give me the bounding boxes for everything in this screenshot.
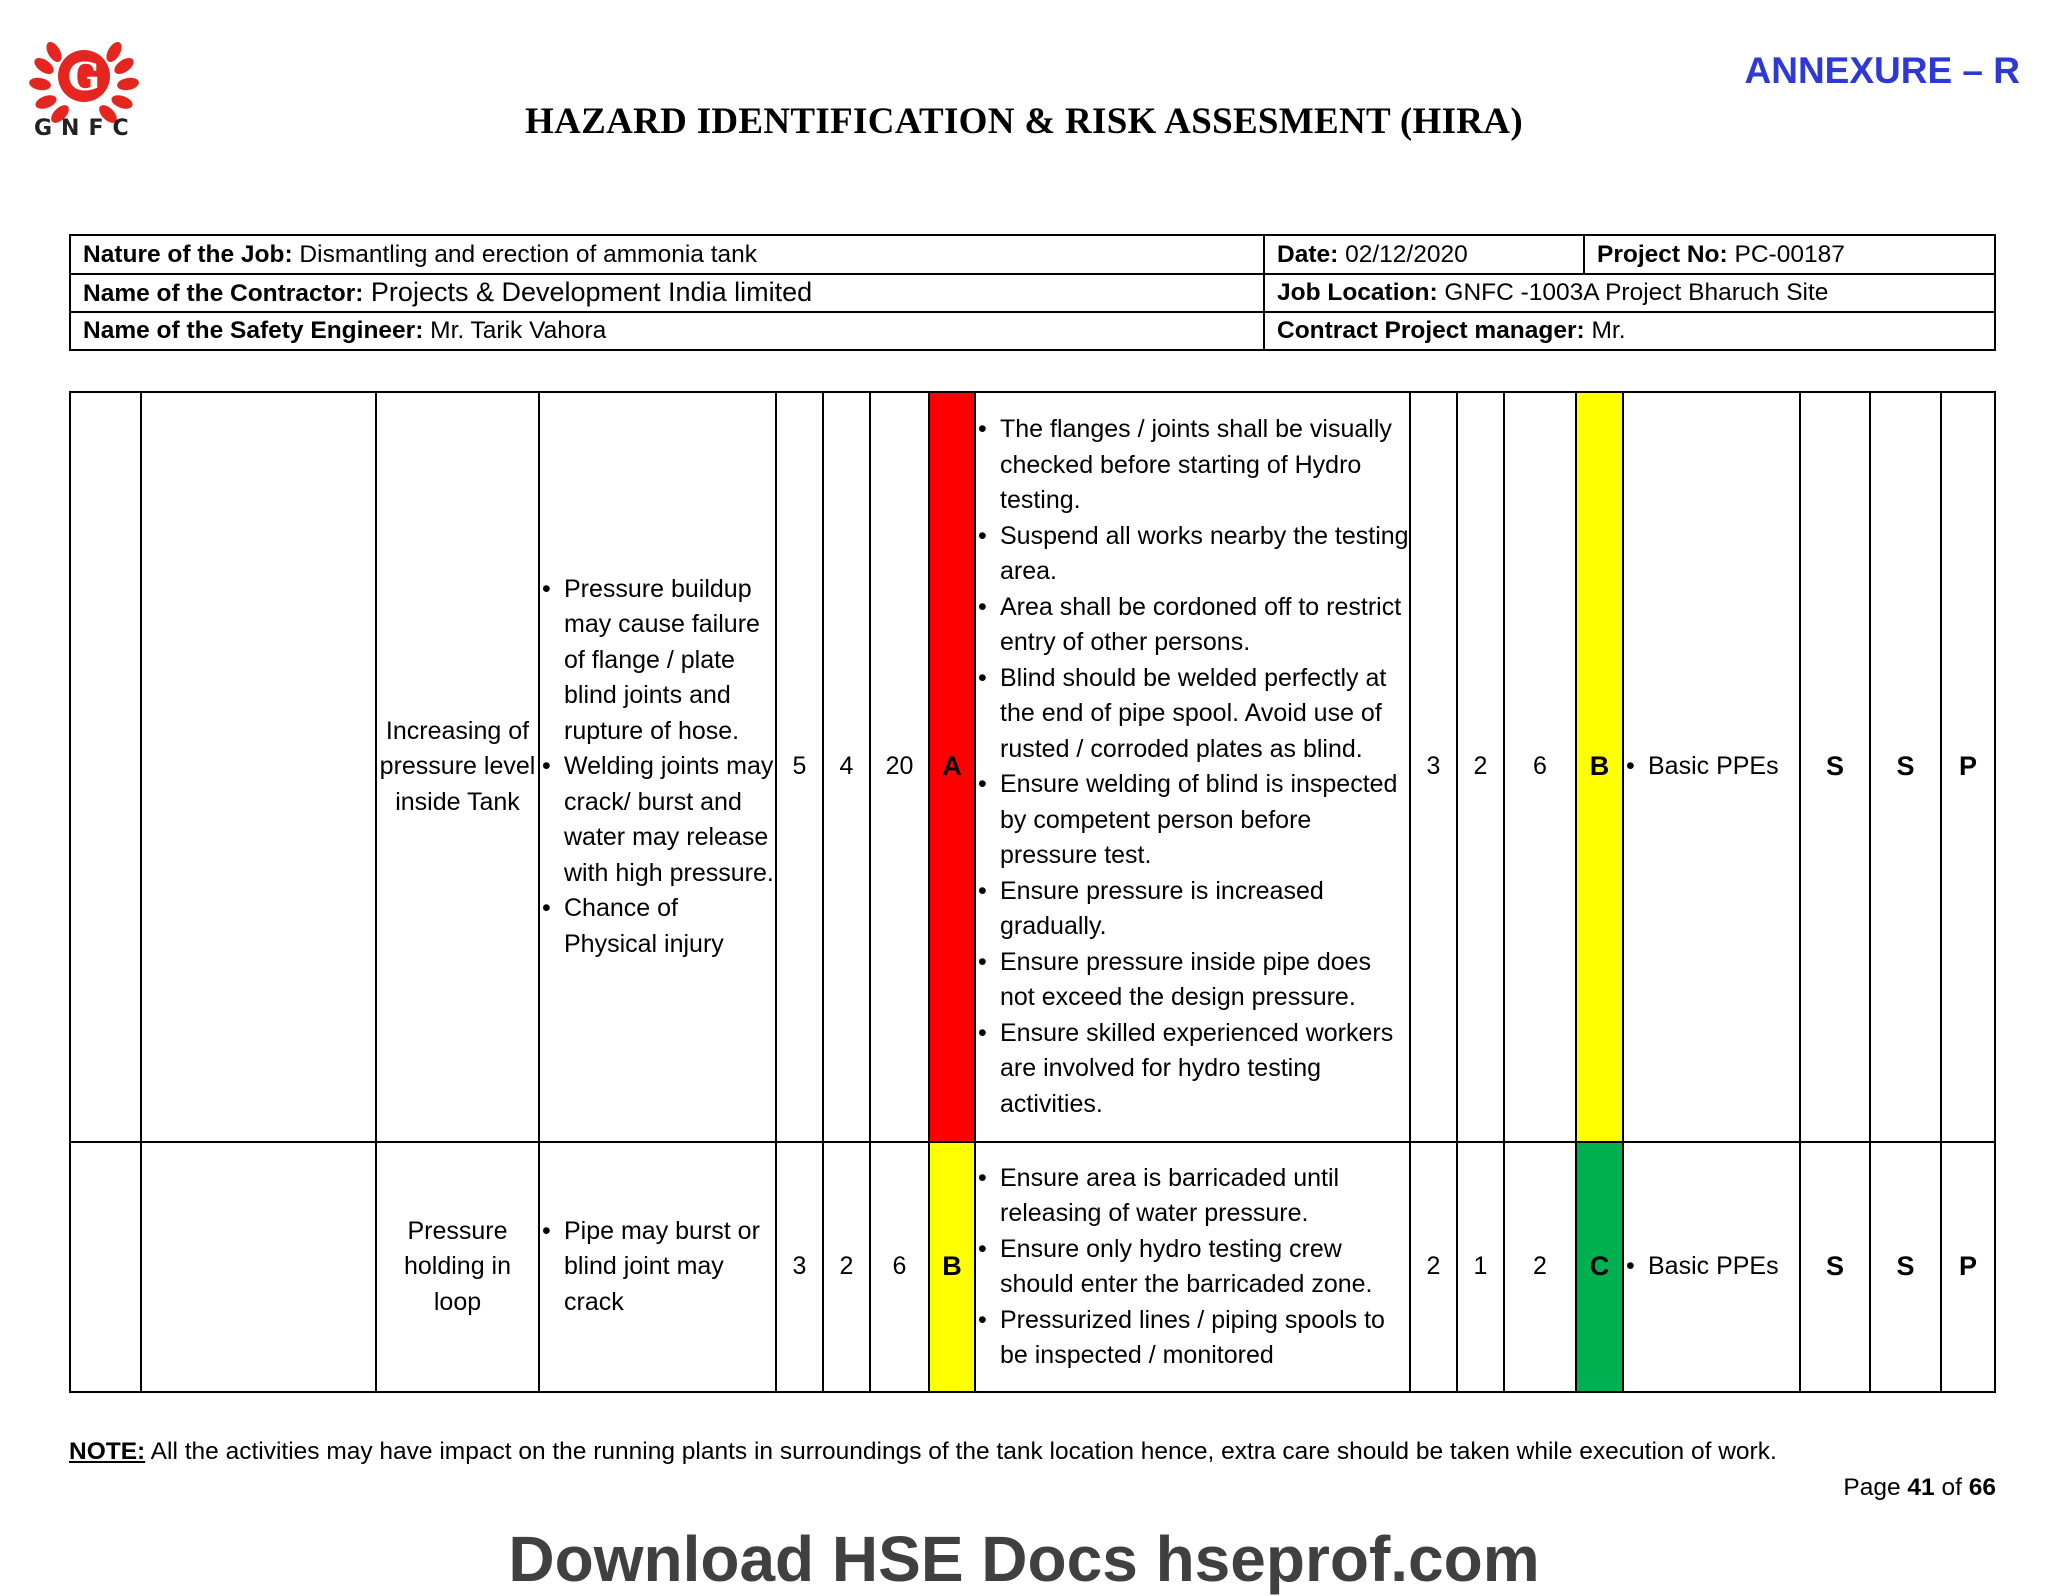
watermark: Download HSE Docs hseprof.com	[508, 1523, 1540, 1595]
initial-severity: 4	[823, 392, 870, 1142]
responsibility-cell: S	[1870, 392, 1941, 1142]
residual-severity: 1	[1457, 1142, 1504, 1392]
list-item: • Ensure area is barricaded until releasing of water pressure.	[976, 1161, 1409, 1232]
project-number: Project No: PC-00187	[1584, 235, 1995, 274]
list-item: • Pressurized lines / piping spools to be inspected / monitored	[976, 1303, 1409, 1374]
sub-activity-cell	[141, 1142, 376, 1392]
responsibility-cell: S	[1800, 392, 1870, 1142]
list-item: • Ensure pressure inside pipe does not exceed the design pressure.	[976, 945, 1409, 1016]
logo-text: GNFC	[34, 116, 138, 141]
residual-risk-category: B	[1576, 392, 1623, 1142]
residual-risk-category: C	[1576, 1142, 1623, 1392]
nature-of-job: Nature of the Job: Dismantling and erection of ammonia tank	[70, 235, 1264, 274]
initial-probability: 3	[776, 1142, 823, 1392]
list-item: • Basic PPEs	[1624, 1249, 1799, 1285]
list-item: • The flanges / joints shall be visually checked before starting of Hydro testing.	[976, 412, 1409, 519]
list-item: • Ensure only hydro testing crew should enter the barricaded zone.	[976, 1232, 1409, 1303]
initial-risk-category: B	[929, 1142, 975, 1392]
list-item: • Suspend all works nearby the testing area.	[976, 519, 1409, 590]
control-measures-cell	[975, 1142, 1410, 1392]
annexure-label: ANNEXURE – R	[1744, 50, 2020, 91]
residual-probability: 3	[1410, 392, 1457, 1142]
responsibility-cell: S	[1870, 1142, 1941, 1392]
initial-probability: 5	[776, 392, 823, 1142]
logo-letter: G	[67, 54, 101, 99]
project-manager: Contract Project manager: Mr.	[1264, 312, 1995, 350]
job-info-table	[69, 234, 1996, 351]
activity-cell	[70, 1142, 141, 1392]
hazard-cell: Pressure holding in loop	[376, 1142, 539, 1392]
list-item: • Ensure skilled experienced workers are involved for hydro testing activities.	[976, 1016, 1409, 1123]
responsibility-cell: S	[1800, 1142, 1870, 1392]
ppe-cell	[1623, 1142, 1800, 1392]
hazard-cell: Increasing of pressure level inside Tank	[376, 392, 539, 1142]
sub-activity-cell	[141, 392, 376, 1142]
list-item: • Area shall be cordoned off to restrict entry of other persons.	[976, 590, 1409, 661]
footer-note: NOTE: All the activities may have impact on the running plants in surroundings of the tank location hence, extra care should be taken while execution of work.	[69, 1438, 1777, 1465]
contractor-name: Name of the Contractor: Projects & Development India limited	[70, 274, 1264, 312]
table-row	[70, 392, 1995, 1142]
table-row	[70, 1142, 1995, 1392]
hira-table	[69, 391, 1996, 1393]
consequence-cell	[539, 1142, 776, 1392]
responsibility-cell: P	[1941, 392, 1995, 1142]
initial-risk-score: 20	[870, 392, 929, 1142]
list-item: • Pressure buildup may cause failure of flange / plate blind joints and rupture of hose.	[540, 572, 775, 750]
residual-severity: 2	[1457, 392, 1504, 1142]
consequence-cell	[539, 392, 776, 1142]
list-item: • Welding joints may crack/ burst and water may release with high pressure.	[540, 749, 775, 891]
residual-risk-score: 2	[1504, 1142, 1576, 1392]
job-date: Date: 02/12/2020	[1264, 235, 1584, 274]
page-number: Page 41 of 66	[1843, 1474, 1996, 1501]
list-item: • Pipe may burst or blind joint may crack	[540, 1214, 775, 1321]
control-measures-cell	[975, 392, 1410, 1142]
list-item: • Blind should be welded perfectly at the end of pipe spool. Avoid use of rusted / corroded plates as blind.	[976, 661, 1409, 768]
list-item: • Ensure pressure is increased gradually.	[976, 874, 1409, 945]
residual-risk-score: 6	[1504, 392, 1576, 1142]
document-title: HAZARD IDENTIFICATION & RISK ASSESMENT (HIRA)	[525, 101, 1523, 142]
safety-engineer: Name of the Safety Engineer: Mr. Tarik Vahora	[70, 312, 1264, 350]
list-item: • Basic PPEs	[1624, 749, 1799, 785]
responsibility-cell: P	[1941, 1142, 1995, 1392]
job-location: Job Location: GNFC -1003A Project Bharuch Site	[1264, 274, 1995, 312]
ppe-cell	[1623, 392, 1800, 1142]
initial-severity: 2	[823, 1142, 870, 1392]
initial-risk-category: A	[929, 392, 975, 1142]
list-item: • Chance of Physical injury	[540, 891, 775, 962]
residual-probability: 2	[1410, 1142, 1457, 1392]
list-item: • Ensure welding of blind is inspected by competent person before pressure test.	[976, 767, 1409, 874]
activity-cell	[70, 392, 141, 1142]
initial-risk-score: 6	[870, 1142, 929, 1392]
